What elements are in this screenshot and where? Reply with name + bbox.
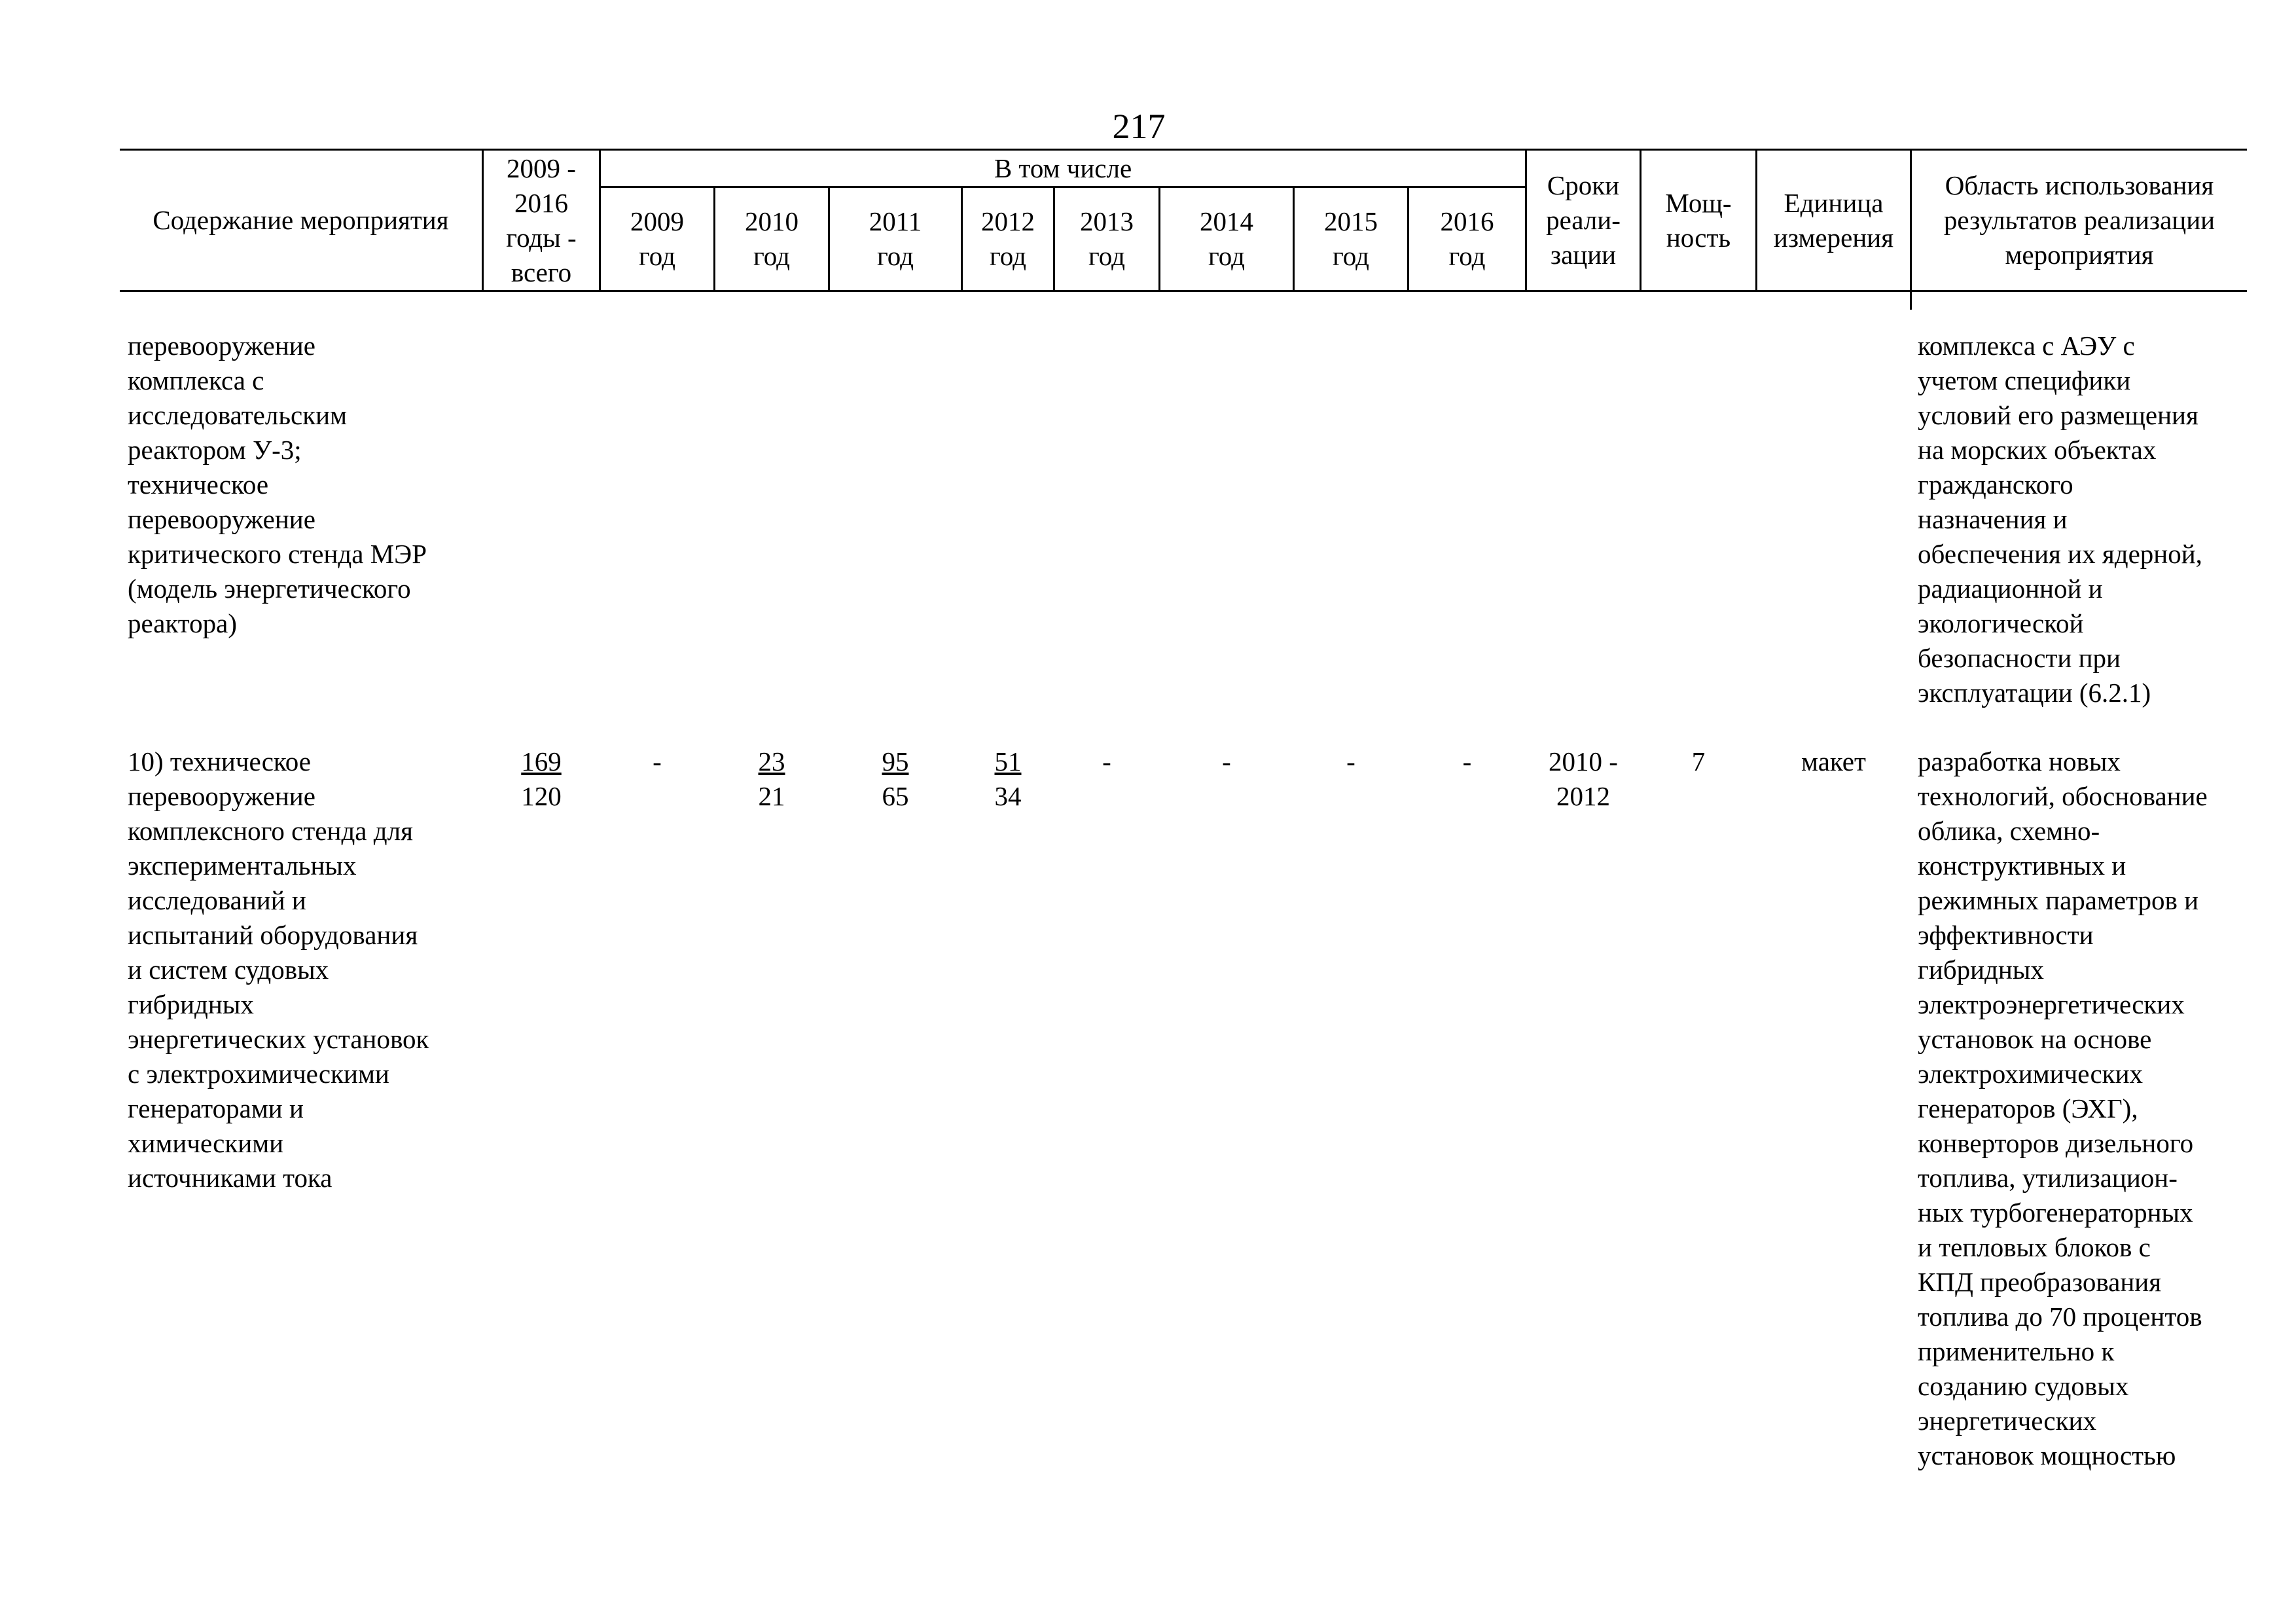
header-capacity: Мощ- ность	[1665, 187, 1732, 253]
row2-unit: макет	[1801, 746, 1866, 776]
row2-terms-end: 2012	[1556, 781, 1610, 811]
row2-2011-actual: 65	[882, 781, 909, 811]
row2-terms-start: 2010 -	[1549, 746, 1618, 776]
header-content: Содержание мероприятия	[152, 205, 449, 235]
row1-area: комплекса с АЭУ с учетом специфики условий его размещения на морских объектах гражданского назначения и обеспечения их ядерной, радиационной и экологической безопасности при эксплуатации (6.2.1)	[1918, 331, 2202, 708]
row2-area: разработка новых технологий, обоснование облика, схемно- конструктивных и режимных параметров и эффективности гибридных электроэнергетических установок на основе электрохимических генераторов (ЭХГ), конверторов дизельного топлива, утилизацион- ных турбогенераторных и тепловых блоков с КПД преобразования топлива до 70 процентов применительно к созданию судовых энергетических установок мощностью	[1918, 746, 2208, 1470]
row2-2014: -	[1222, 746, 1231, 776]
row2-total-actual: 120	[521, 781, 562, 811]
header-year-2016: 2016 год	[1440, 206, 1494, 271]
header-area: Область использования результатов реализации мероприятия	[1943, 170, 2215, 270]
header-including: В том числе	[994, 153, 1132, 183]
row2-2016: -	[1462, 746, 1472, 776]
row2-2011	[830, 744, 961, 814]
row2-capacity: 7	[1691, 746, 1706, 776]
row2-2011-planned: 95	[882, 746, 909, 776]
row2-2012	[963, 744, 1053, 814]
header-year-2015: 2015 год	[1324, 206, 1378, 271]
row2-total-planned: 169	[521, 746, 562, 776]
row2-2009: -	[653, 746, 662, 776]
row1-content: перевооружение комплекса с исследовательским реактором У-3; техническое перевооружение критического стенда МЭР (модель энергетического реактора)	[128, 331, 427, 638]
header-terms: Сроки реали- зации	[1546, 170, 1621, 270]
row2-2012-planned: 51	[994, 746, 1022, 776]
header-year-2012: 2012 год	[981, 206, 1035, 271]
header-year-2013: 2013 год	[1080, 206, 1134, 271]
header-year-2010: 2010 год	[745, 206, 798, 271]
area-column-rule	[1910, 290, 1912, 310]
header-bottom-rule	[120, 290, 2247, 292]
row2-2012-actual: 34	[994, 781, 1022, 811]
header-year-2014: 2014 год	[1200, 206, 1253, 271]
row2-2010-planned: 23	[758, 746, 785, 776]
header-unit: Единица измерения	[1773, 187, 1894, 253]
row2-2015: -	[1346, 746, 1355, 776]
row2-terms	[1527, 744, 1640, 814]
header-year-2009: 2009 год	[630, 206, 684, 271]
row2-content: 10) техническое перевооружение комплексного стенда для экспериментальных исследований и испытаний оборудования и систем судовых гибридных энергетических установок с электрохимическими генераторами и химическими источниками тока	[128, 746, 429, 1193]
row2-2013: -	[1102, 746, 1111, 776]
page-number: 217	[1112, 107, 1166, 146]
header-total: 2009 - 2016 годы - всего	[506, 153, 577, 287]
row2-total	[484, 744, 599, 814]
header-year-2011: 2011 год	[869, 206, 922, 271]
row2-2010	[715, 744, 828, 814]
row2-2010-actual: 21	[758, 781, 785, 811]
